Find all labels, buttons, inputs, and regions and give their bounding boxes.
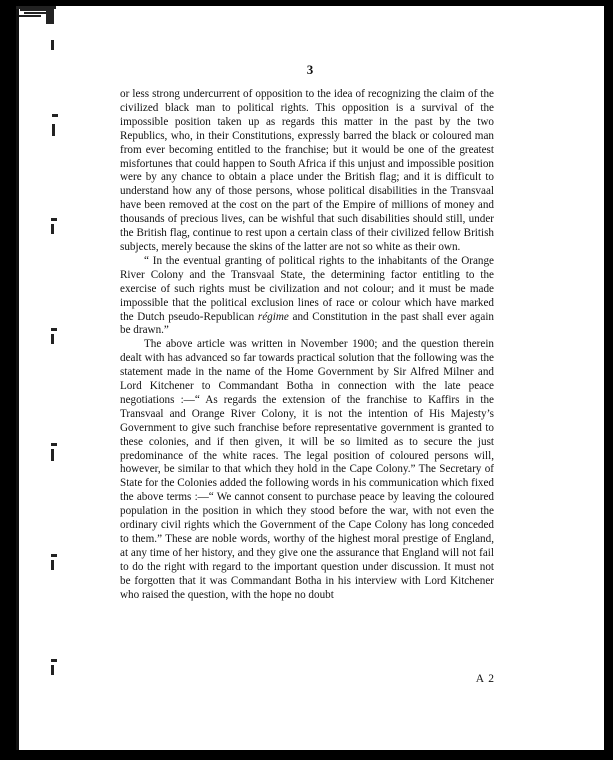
paragraph: [120, 255, 494, 338]
binding-marks: [16, 6, 76, 750]
body-text: [120, 88, 494, 603]
paragraph: The above article was written in November 1900; and the question therein dealt with has advanced so far towards practical solution that the following was the statement made in the name of the Home Government by Sir Alfred Milner and Lord Kitchener to Commandant Botha in connection with the late peace negotiations :—“ As regards the extension of the franchise to Kaffirs in the Transvaal and Orange River Colony, it is not the intention of His Majesty’s Government to give such franchise before representative government is granted to these colonies, and if then given, it will be so limited as to secure the just predominance of the white races. The legal position of coloured persons will, however, be similar to that which they hold in the Cape Colony.” The Secretary of State for the Colonies added the following words in his communication which fixed the above terms :—“ We cannot consent to purchase peace by leaving the coloured population in the position in which they stood before the war, with not even the ordinary civil rights which the Government of the Cape Colony has long conceded to them.” These are noble words, worthy of the highest moral prestige of England, at any time of her history, and they give one the assurance that England will not fail to do the right with regard to the important question under discussion. It must not be forgotten that it was Commandant Botha in his interview with Lord Kitchener who raised the question, with the hope no doubt: [120, 338, 494, 601]
page-number: 3: [306, 62, 314, 77]
signature-mark: A 2: [475, 673, 495, 685]
paragraph-text: and Constitution in the past shall ever again be drawn.”: [120, 310, 494, 337]
italic-word: régime: [257, 310, 289, 323]
document-page: [16, 6, 604, 750]
paragraph-text: “ In the eventual granting of political rights to the inhabitants of the Orange River Colony and the Transvaal State, the determining factor entitling to the exercise of such rights must be civilization and not colour; and it must be made impossible that the political exclusion lines of race or colour which have marked the Dutch pseudo-Republican: [120, 254, 494, 323]
paragraph: or less strong undercurrent of opposition to the idea of recognizing the claim of the civilized black man to political rights. This opposition is a survival of the impossible position taken up as regards this matter in the past by the two Republics, who, in their Constitutions, expressly barred the black or coloured man from ever becoming entitled to the franchise; but it would be one of the greatest misfortunes that could happen to South Africa if this unjust and impossible position were by any chance to obtain a place under the British flag; and it is difficult to understand how any of those persons, whose political disabilities in the Transvaal have been removed at the cost on the part of the Empire of millions of money and thousands of precious lives, can be wishful that such disabilities should still, under the British flag, continue to rest upon a certain class of their civilized fellow British subjects, merely because the skins of the latter are not so white as their own.: [120, 88, 494, 253]
